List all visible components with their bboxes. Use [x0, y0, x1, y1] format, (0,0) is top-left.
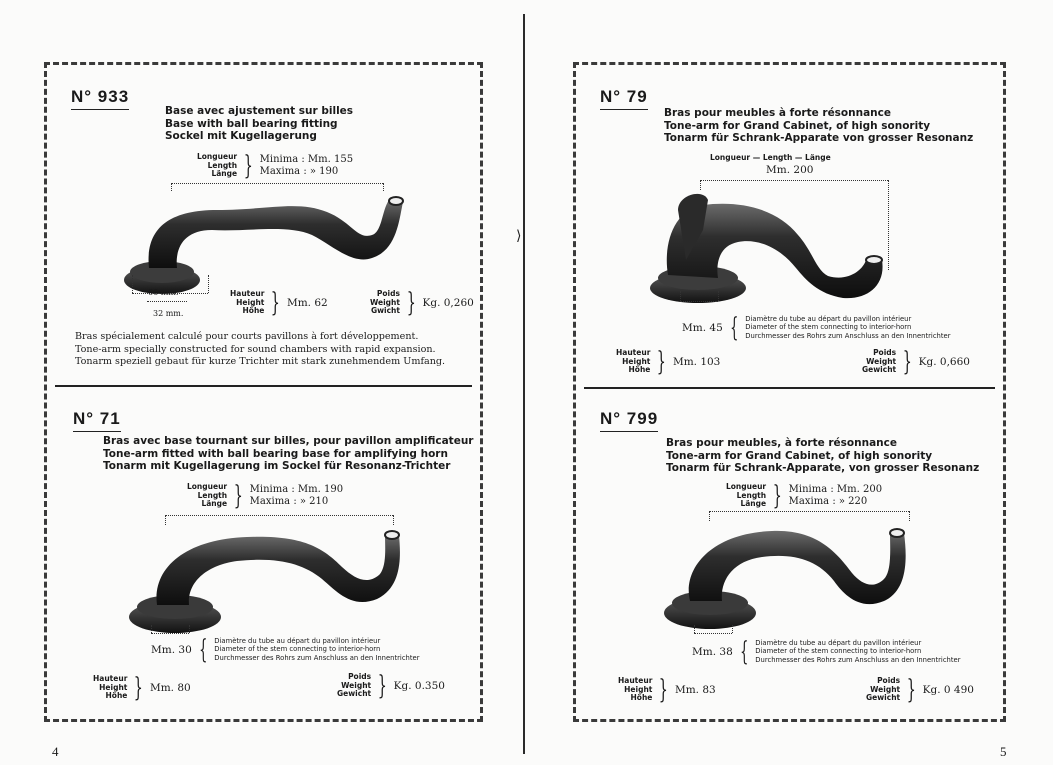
product-titles	[664, 107, 973, 145]
tone-arm-79-image	[648, 190, 908, 310]
title-en: Tone-arm fitted with ball bearing base for amplifying horn	[103, 447, 448, 460]
weight-spec: Poids Weight Gewicht } Kg. 0 490	[866, 674, 974, 705]
stem-diameter-spec: Mm. 45 { Diamètre du tube au départ du pavillon intérieur Diameter of the stem connecting to interior-horn Durchmesser des Rohrs zum Anschluss an den Innentrichter	[682, 312, 951, 343]
title-en: Base with ball bearing fitting	[165, 117, 338, 130]
weight-spec: Poids Weight Gwicht } Kg. 0,260	[370, 287, 474, 318]
title-en: Tone-arm for Grand Cabinet, of high sonority	[664, 119, 931, 132]
stem-diameter-spec: Mm. 38 { Diamètre du tube au départ du pavillon intérieur Diameter of the stem connecting to interior-horn Durchmesser des Rohrs zum Anschluss an den Innentrichter	[692, 636, 961, 667]
length-value: Mm. 200	[766, 164, 814, 176]
base-width-label: 66 mm.	[148, 288, 179, 297]
section-divider	[55, 385, 472, 387]
length-spec: Longueur Length Länge } Minima : Mm. 200 Maxima : » 220	[726, 480, 883, 511]
page-number-left: 4	[52, 744, 59, 759]
right-page-frame	[573, 62, 1006, 722]
title-de: Tonarm für Schrank-Apparate, von grosser Resonanz	[666, 462, 980, 474]
height-spec: Hauteur Height Höhe } Mm. 83	[618, 674, 716, 705]
length-dimension-line	[700, 180, 888, 181]
page-number-right: 5	[1000, 744, 1007, 759]
length-spec: Longueur Length Länge } Minima : Mm. 190 Maxima : » 210	[187, 480, 344, 511]
model-number: N° 71	[73, 409, 121, 432]
length-spec: Longueur Length Länge } Minima : Mm. 155 Maxima : » 190	[197, 150, 354, 181]
model-number: N° 79	[600, 87, 648, 110]
model-number: N° 799	[600, 409, 658, 432]
length-dimension-line	[171, 183, 383, 184]
title-de: Tonarm für Schrank-Apparate von grosser Resonanz	[664, 132, 974, 144]
length-dimension-line	[165, 515, 393, 516]
title-fr: Bras pour meubles, à forte résonnance	[666, 437, 897, 449]
product-titles	[165, 105, 353, 143]
length-dimension-line	[709, 511, 909, 512]
tone-arm-71-image	[127, 527, 417, 637]
product-description: Bras spécialement calculé pour courts pavillons à fort développement. Tone-arm specially constructed for sound chambers with rapid expansion. Tonarm speziell gebaut für kurze Trichter mit stark zunehmendem Umfang.	[75, 331, 446, 367]
product-titles	[103, 435, 473, 473]
tone-arm-799-image	[662, 523, 922, 633]
height-spec: Hauteur Height Höhe } Mm. 80	[93, 672, 191, 703]
model-number: N° 933	[71, 87, 129, 110]
title-fr: Bras avec base tournant sur billes, pour pavillon amplificateur	[103, 435, 474, 447]
height-spec: Hauteur Height Höhe } Mm. 62	[230, 287, 328, 318]
stem-diameter-spec: Mm. 30 { Diamètre du tube au départ du pavillon intérieur Diameter of the stem connecting to interior-horn Durchmesser des Rohrs zum Anschluss an den Innentrichter	[151, 634, 420, 665]
weight-spec: Poids Weight Gewicht } Kg. 0.350	[337, 670, 445, 701]
title-fr: Bras pour meubles à forte résonnance	[664, 107, 892, 119]
length-header: Longueur — Length — Länge	[710, 153, 831, 162]
section-divider	[584, 387, 995, 389]
left-page-frame	[44, 62, 483, 722]
title-de: Tonarm mit Kugellagerung im Sockel für Resonanz-Trichter	[103, 460, 451, 472]
stem-width-label: 32 mm.	[153, 309, 184, 318]
gutter-clip-icon: ⟩	[516, 228, 522, 244]
title-fr: Base avec ajustement sur billes	[165, 105, 354, 117]
title-de: Sockel mit Kugellagerung	[165, 130, 317, 142]
page-gutter	[523, 14, 525, 754]
title-en: Tone-arm for Grand Cabinet, of high sonority	[666, 449, 933, 462]
product-titles	[666, 437, 979, 475]
weight-spec: Poids Weight Gewicht } Kg. 0,660	[862, 346, 970, 377]
height-spec: Hauteur Height Höhe } Mm. 103	[616, 346, 721, 377]
